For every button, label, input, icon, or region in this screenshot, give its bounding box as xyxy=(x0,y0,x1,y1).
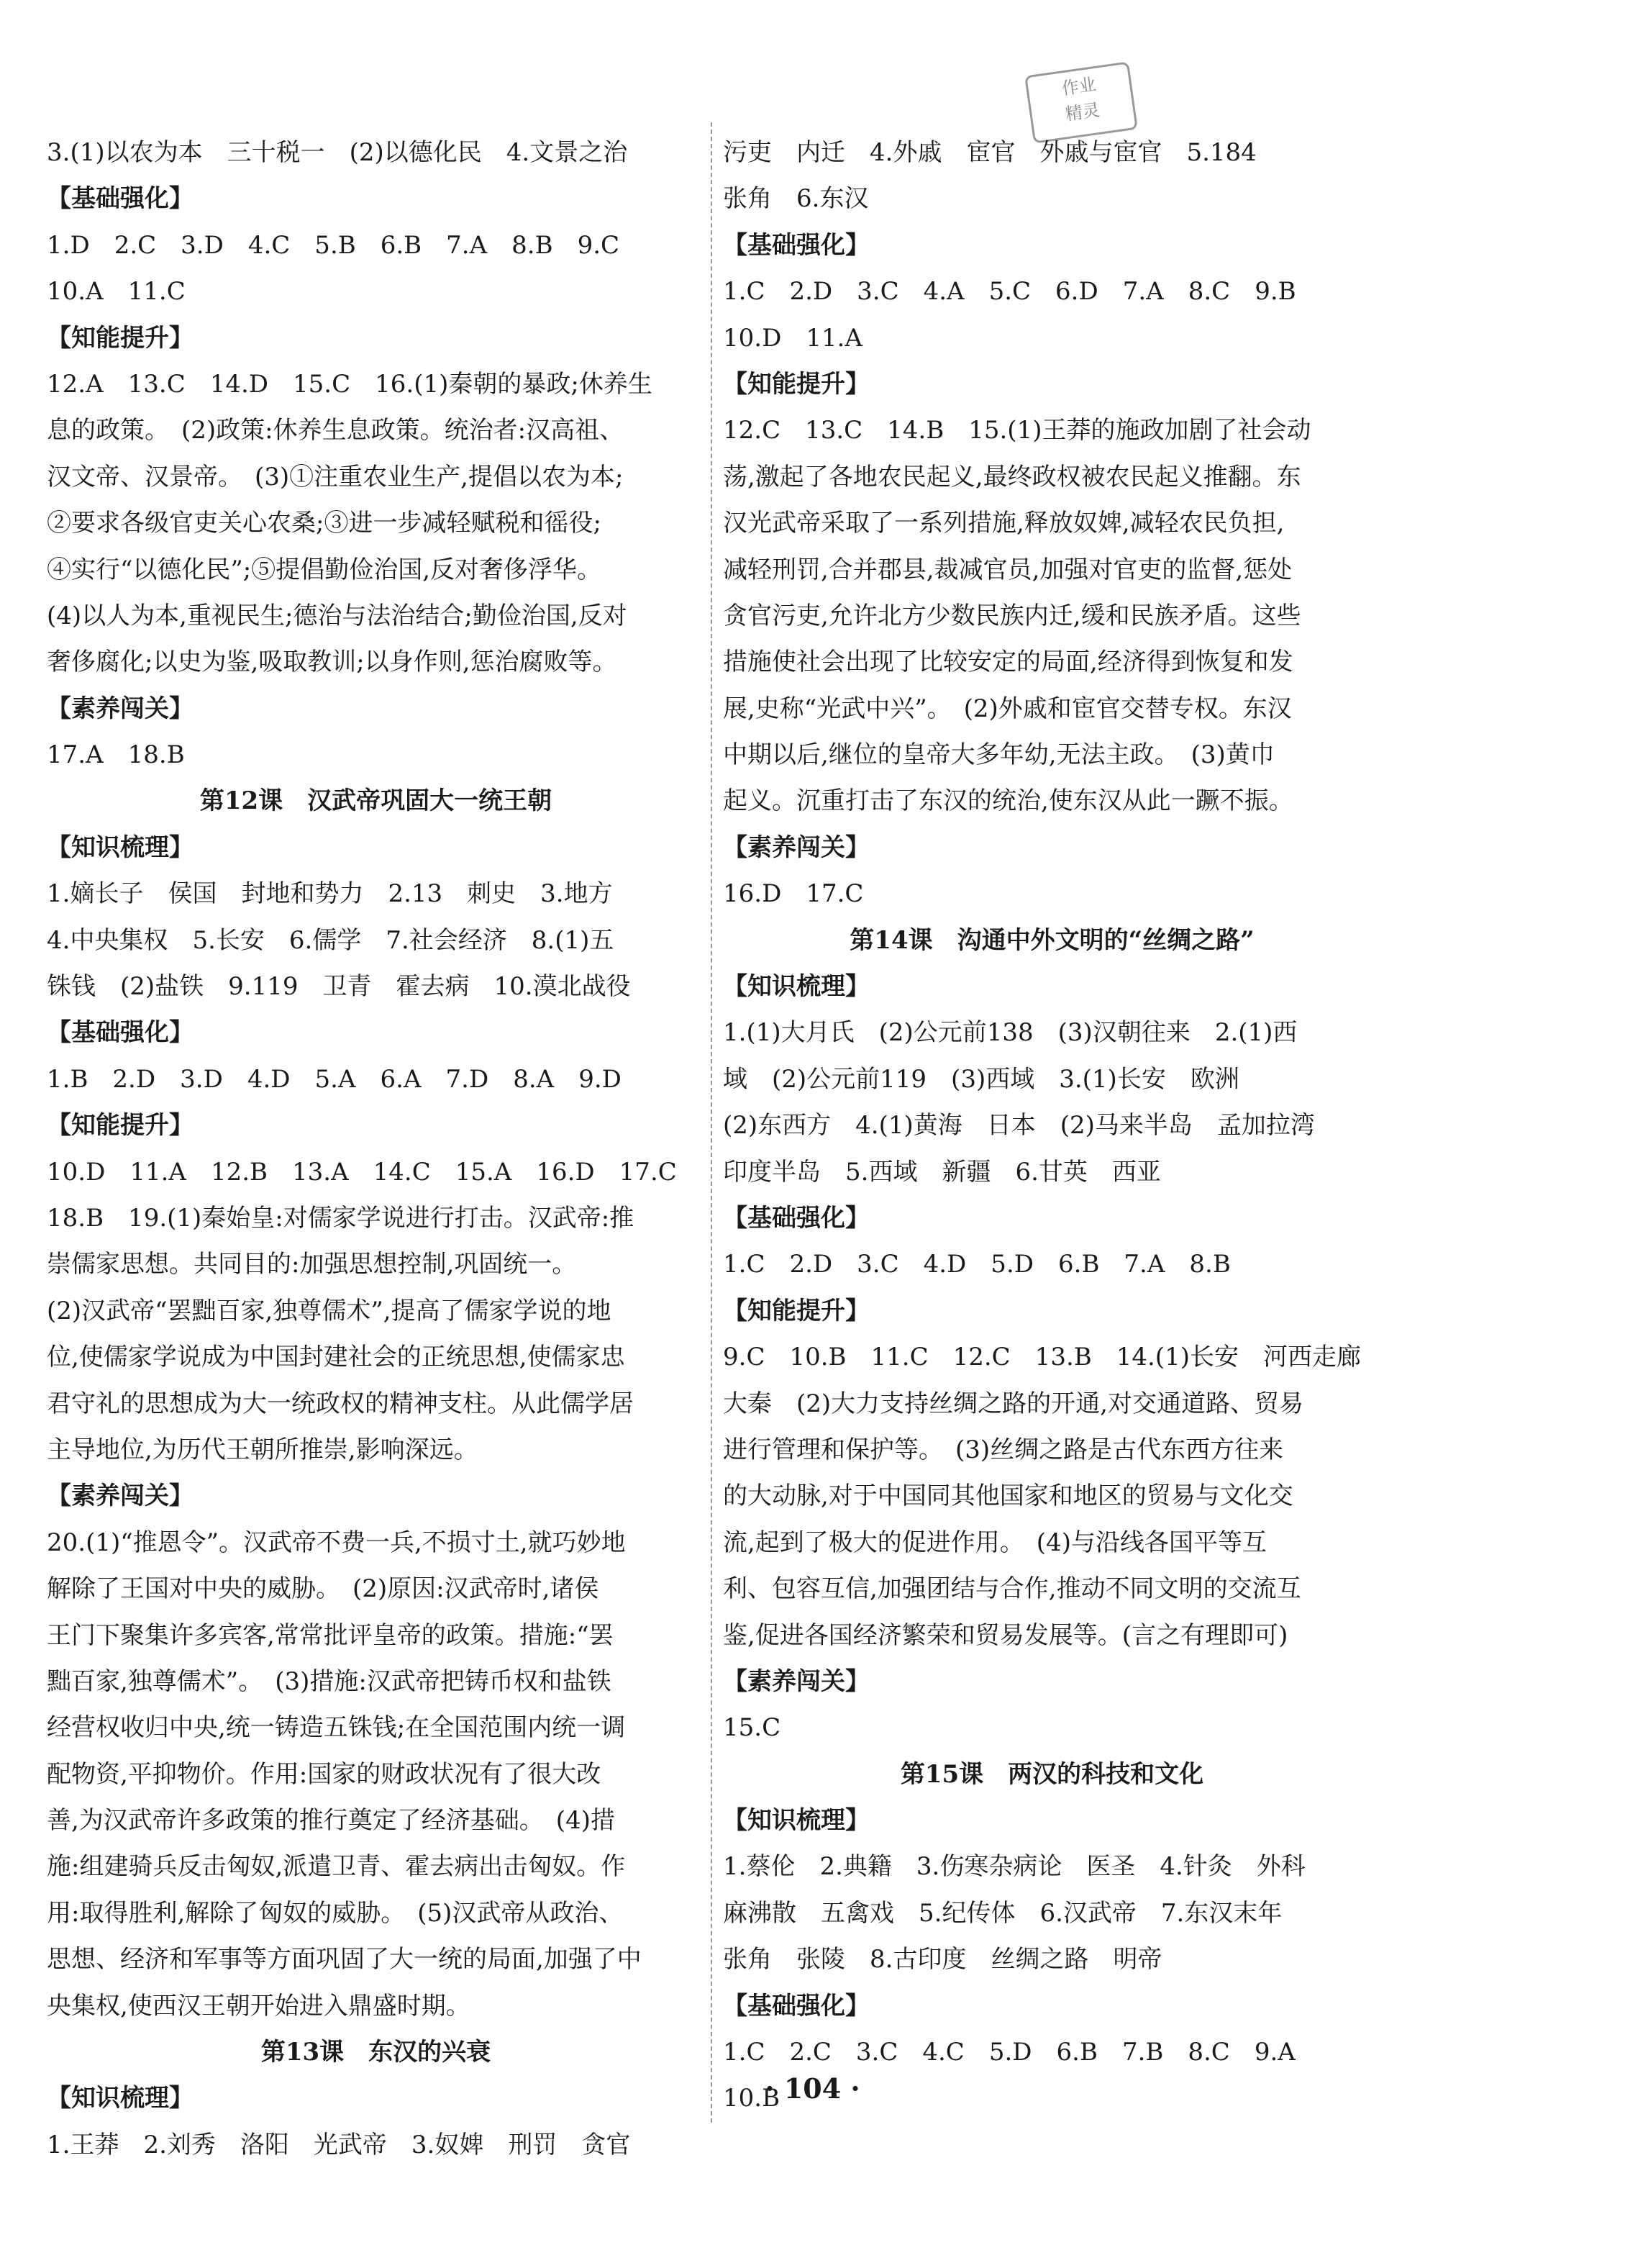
lesson-title: 第12课 汉武帝巩固大一统王朝 xyxy=(199,786,552,816)
answer-line: 张角 6.东汉 xyxy=(723,184,869,214)
answer-line: 张角 张陵 8.古印度 丝绸之路 明帝 xyxy=(723,1945,1162,1974)
answer-line: 汉光武帝采取了一系列措施,释放奴婢,减轻农民负担, xyxy=(723,509,1285,538)
column-divider xyxy=(711,122,712,2123)
answer-line: (2)汉武帝“罢黜百家,独尊儒术”,提高了儒家学说的地 xyxy=(47,1296,611,1325)
answer-line: 息的政策。 (2)政策:休养生息政策。统治者:汉高祖、 xyxy=(47,416,624,445)
answer-line: 9.C 10.B 11.C 12.C 13.B 14.(1)长安 河西走廊 xyxy=(723,1343,1361,1372)
lesson-title: 第13课 东汉的兴衰 xyxy=(260,2038,491,2067)
answer-line: 措施使社会出现了比较安定的局面,经济得到恢复和发 xyxy=(723,648,1293,677)
answer-line: 16.D 17.C xyxy=(723,879,864,909)
answer-line: 10.D 11.A xyxy=(723,323,862,353)
answer-line: 1.蔡伦 2.典籍 3.伤寒杂病论 医圣 4.针灸 外科 xyxy=(723,1852,1306,1882)
section-heading: 【基础强化】 xyxy=(723,230,870,260)
answer-line: 展,史称“光武中兴”。 (2)外戚和宦官交替专权。东汉 xyxy=(723,694,1292,723)
answer-line: 1.D 2.C 3.D 4.C 5.B 6.B 7.A 8.B 9.C xyxy=(47,230,620,260)
section-heading: 【基础强化】 xyxy=(723,1991,870,2020)
answer-line: 10.A 11.C xyxy=(47,277,186,307)
answer-line: 汉文帝、汉景帝。 (3)①注重农业生产,提倡以农为本; xyxy=(47,462,624,491)
answer-line: 进行管理和保护等。 (3)丝绸之路是古代东西方往来 xyxy=(723,1435,1284,1464)
answer-line: 起义。沉重打击了东汉的统治,使东汉从此一蹶不振。 xyxy=(723,786,1293,816)
answer-line: 崇儒家思想。共同目的:加强思想控制,巩固统一。 xyxy=(47,1250,577,1279)
answer-line: 配物资,平抑物价。作用:国家的财政状况有了很大改 xyxy=(47,1759,601,1789)
answer-line: 1.C 2.D 3.C 4.D 5.D 6.B 7.A 8.B xyxy=(723,1250,1231,1279)
answer-line: 中期以后,继位的皇帝大多年幼,无法主政。 (3)黄巾 xyxy=(723,740,1275,770)
answer-line: 思想、经济和军事等方面巩固了大一统的局面,加强了中 xyxy=(47,1945,642,1974)
section-heading: 【素养闯关】 xyxy=(47,694,194,723)
answer-line: 利、包容互信,加强团结与合作,推动不同文明的交流互 xyxy=(723,1574,1301,1604)
answer-line: 17.A 18.B xyxy=(47,740,185,770)
left-column xyxy=(47,130,705,2168)
section-heading: 【知能提升】 xyxy=(723,369,870,399)
lesson-title: 第15课 两汉的科技和文化 xyxy=(900,1759,1204,1789)
section-heading: 【素养闯关】 xyxy=(723,1666,870,1696)
answer-line: 解除了王国对中央的威胁。 (2)原因:汉武帝时,诸侯 xyxy=(47,1574,599,1604)
answer-line: (2)东西方 4.(1)黄海 日本 (2)马来半岛 孟加拉湾 xyxy=(723,1111,1315,1140)
section-heading: 【知能提升】 xyxy=(47,1111,194,1140)
section-heading: 【基础强化】 xyxy=(47,1018,194,1048)
answer-line: 主导地位,为历代王朝所推崇,影响深远。 xyxy=(47,1435,478,1464)
answer-line: 君守礼的思想成为大一统政权的精神支柱。从此儒学居 xyxy=(47,1389,634,1418)
answer-line: 善,为汉武帝许多政策的推行奠定了经济基础。 (4)措 xyxy=(47,1806,615,1836)
answer-line: 黜百家,独尊儒术”。 (3)措施:汉武帝把铸币权和盐铁 xyxy=(47,1666,611,1696)
section-heading: 【基础强化】 xyxy=(723,1203,870,1233)
answer-line: 王门下聚集许多宾客,常常批评皇帝的政策。措施:“罢 xyxy=(47,1620,614,1650)
answer-line: 位,使儒家学说成为中国封建社会的正统思想,使儒家忠 xyxy=(47,1343,625,1372)
answer-line: 域 (2)公元前119 (3)西域 3.(1)长安 欧洲 xyxy=(723,1064,1239,1094)
answer-line: 的大动脉,对于中国同其他国家和地区的贸易与文化交 xyxy=(723,1482,1293,1511)
section-heading: 【素养闯关】 xyxy=(47,1482,194,1511)
answer-line: 流,起到了极大的促进作用。 (4)与沿线各国平等互 xyxy=(723,1528,1267,1557)
answer-line: 3.(1)以农为本 三十税一 (2)以德化民 4.文景之治 xyxy=(47,138,628,167)
answer-line: 麻沸散 五禽戏 5.纪传体 6.汉武帝 7.东汉末年 xyxy=(723,1898,1283,1928)
answer-line: 施:组建骑兵反击匈奴,派遣卫青、霍去病出击匈奴。作 xyxy=(47,1852,626,1882)
section-heading: 【知能提升】 xyxy=(723,1296,870,1325)
answer-line: 央集权,使西汉王朝开始进入鼎盛时期。 xyxy=(47,1991,470,2020)
section-heading: 【知识梳理】 xyxy=(47,833,194,862)
lesson-title: 第14课 沟通中外文明的“丝绸之路” xyxy=(850,925,1255,955)
answer-line: 10.B xyxy=(723,2084,780,2113)
answer-line: 12.C 13.C 14.B 15.(1)王莽的施政加剧了社会动 xyxy=(723,416,1311,445)
answer-line: ④实行“以德化民”;⑤提倡勤俭治国,反对奢侈浮华。 xyxy=(47,555,602,584)
section-heading: 【基础强化】 xyxy=(47,184,194,214)
answer-line: (4)以人为本,重视民生;德治与法治结合;勤俭治国,反对 xyxy=(47,601,627,630)
section-heading: 【素养闯关】 xyxy=(723,833,870,862)
stamp-line-1: 作业 xyxy=(1060,74,1098,99)
answer-line: 荡,激起了各地农民起义,最终政权被农民起义推翻。东 xyxy=(723,462,1301,491)
answer-line: 大秦 (2)大力支持丝绸之路的开通,对交通道路、贸易 xyxy=(723,1389,1303,1418)
answer-line: ②要求各级官吏关心农桑;③进一步减轻赋税和徭役; xyxy=(47,509,601,538)
right-column xyxy=(723,130,1381,2122)
answer-line: 1.嫡长子 侯国 封地和势力 2.13 刺史 3.地方 xyxy=(47,879,613,909)
answer-line: 鉴,促进各国经济繁荣和贸易发展等。(言之有理即可) xyxy=(723,1620,1288,1650)
section-heading: 【知识梳理】 xyxy=(723,1806,870,1836)
section-heading: 【知识梳理】 xyxy=(47,2084,194,2113)
section-heading: 【知识梳理】 xyxy=(723,972,870,1002)
answer-line: 用:取得胜利,解除了匈奴的威胁。 (5)汉武帝从政治、 xyxy=(47,1898,624,1928)
answer-line: 1.(1)大月氏 (2)公元前138 (3)汉朝往来 2.(1)西 xyxy=(723,1018,1298,1048)
answer-line: 12.A 13.C 14.D 15.C 16.(1)秦朝的暴政;休养生 xyxy=(47,369,652,399)
answer-line: 15.C xyxy=(723,1713,781,1743)
answer-line: 减轻刑罚,合并郡县,裁减官员,加强对官吏的监督,惩处 xyxy=(723,555,1293,584)
answer-line: 20.(1)“推恩令”。汉武帝不费一兵,不损寸土,就巧妙地 xyxy=(47,1528,626,1557)
answer-line: 10.D 11.A 12.B 13.A 14.C 15.A 16.D 17.C xyxy=(47,1157,677,1187)
answer-line: 污吏 内迁 4.外戚 宦官 外戚与宦官 5.184 xyxy=(723,138,1257,167)
answer-line: 4.中央集权 5.长安 6.儒学 7.社会经济 8.(1)五 xyxy=(47,925,614,955)
answer-line: 1.C 2.C 3.C 4.C 5.D 6.B 7.B 8.C 9.A xyxy=(723,2038,1296,2067)
answer-line: 18.B 19.(1)秦始皇:对儒家学说进行打击。汉武帝:推 xyxy=(47,1203,634,1233)
answer-line: 贪官污吏,允许北方少数民族内迁,缓和民族矛盾。这些 xyxy=(723,601,1301,630)
answer-line: 1.B 2.D 3.D 4.D 5.A 6.A 7.D 8.A 9.D xyxy=(47,1064,622,1094)
page-number: · 104 · xyxy=(765,2072,860,2105)
answer-line: 1.王莽 2.刘秀 洛阳 光武帝 3.奴婢 刑罚 贪官 xyxy=(47,2130,631,2159)
answer-line: 铢钱 (2)盐铁 9.119 卫青 霍去病 10.漠北战役 xyxy=(47,972,631,1002)
section-heading: 【知能提升】 xyxy=(47,323,194,353)
stamp-line-2: 精灵 xyxy=(1064,99,1101,125)
answer-line: 奢侈腐化;以史为鉴,吸取教训;以身作则,惩治腐败等。 xyxy=(47,648,617,677)
answer-line: 经营权收归中央,统一铸造五铢钱;在全国范围内统一调 xyxy=(47,1713,626,1743)
answer-line: 印度半岛 5.西域 新疆 6.甘英 西亚 xyxy=(723,1157,1161,1187)
answer-line: 1.C 2.D 3.C 4.A 5.C 6.D 7.A 8.C 9.B xyxy=(723,277,1296,307)
